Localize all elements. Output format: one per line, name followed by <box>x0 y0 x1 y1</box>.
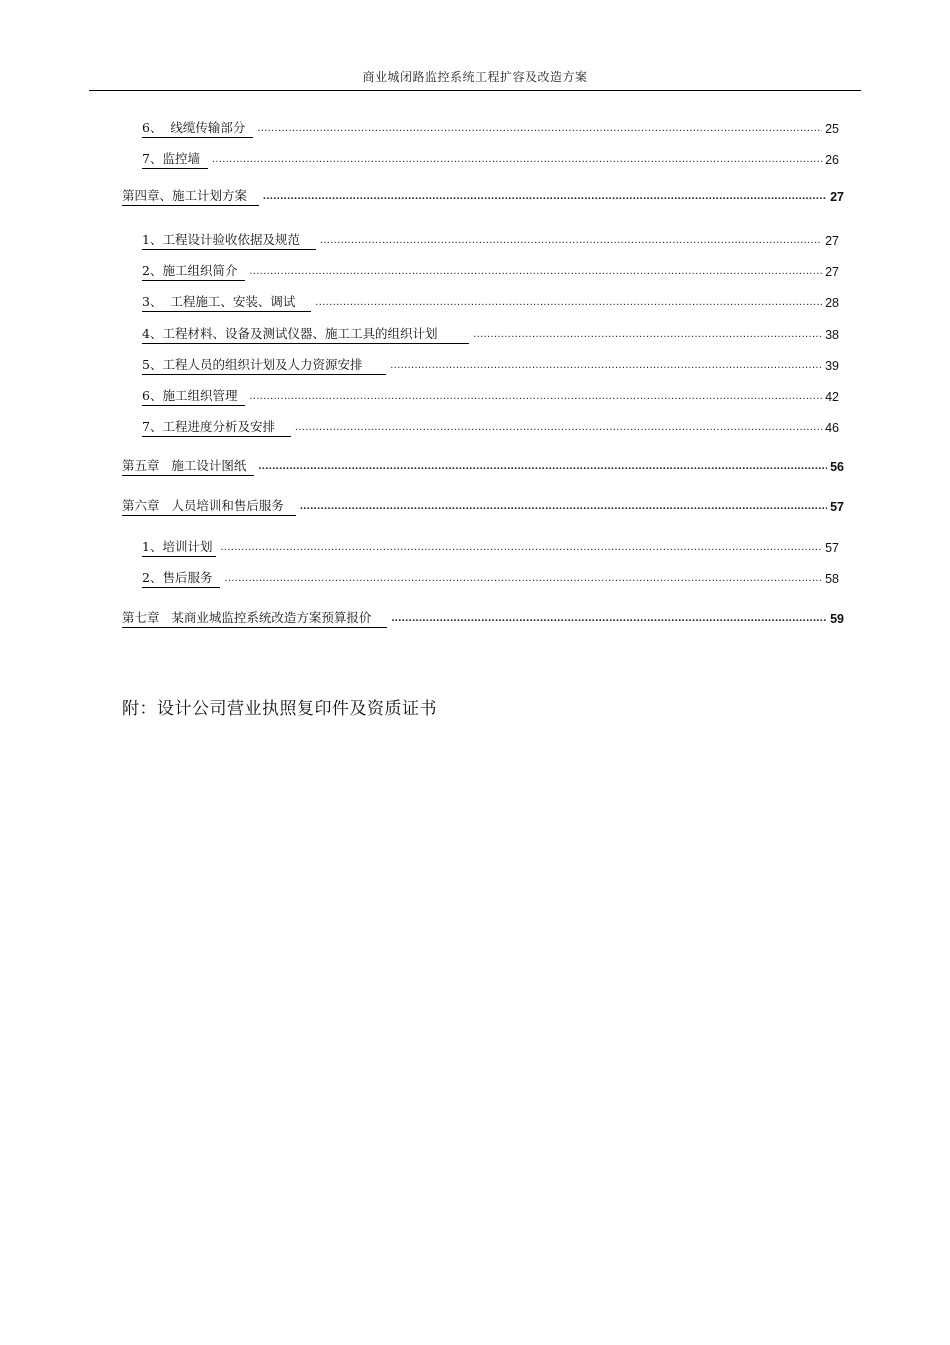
toc-entry-label: 3、 工程施工、安装、调试 <box>142 294 311 312</box>
toc-entry-label: 6、 线缆传输部分 <box>142 120 253 138</box>
toc-entry[interactable] <box>142 261 839 281</box>
toc-entry[interactable] <box>142 292 839 312</box>
toc-page-number: 25 <box>825 122 839 136</box>
toc-dot-leader <box>315 295 822 312</box>
toc-dot-leader <box>249 264 822 281</box>
toc-entry[interactable] <box>142 355 839 375</box>
toc-entry-label: 2、售后服务 <box>142 570 220 588</box>
toc-dot-leader <box>224 571 822 588</box>
toc-entry-label: 7、监控墙 <box>142 151 208 169</box>
toc-entry[interactable] <box>142 324 839 344</box>
toc-entry[interactable] <box>142 417 839 437</box>
toc-page-number: 38 <box>825 328 839 342</box>
toc-dot-leader <box>295 420 822 437</box>
toc-dot-leader <box>263 189 827 206</box>
toc-page-number: 26 <box>825 153 839 167</box>
toc-page-number: 27 <box>830 190 844 204</box>
toc-entry-label: 1、培训计划 <box>142 539 216 557</box>
toc-dot-leader <box>257 121 822 138</box>
toc-entry-label: 1、工程设计验收依据及规范 <box>142 232 316 250</box>
toc-entry-label: 2、施工组织简介 <box>142 263 245 281</box>
toc-page-number: 57 <box>825 541 839 555</box>
toc-dot-leader <box>258 459 827 476</box>
toc-entry[interactable] <box>122 186 844 206</box>
toc-page-number: 46 <box>825 421 839 435</box>
toc-entry-label: 7、工程进度分析及安排 <box>142 419 291 437</box>
toc-page-number: 27 <box>825 234 839 248</box>
toc-page-number: 42 <box>825 390 839 404</box>
toc-entry[interactable] <box>142 118 839 138</box>
toc-entry-label: 第五章 施工设计图纸 <box>122 458 254 476</box>
toc-entry[interactable] <box>142 230 839 250</box>
appendix-note: 附：设计公司营业执照复印件及资质证书 <box>122 699 437 719</box>
toc-dot-leader <box>249 389 822 406</box>
toc-entry[interactable] <box>142 537 839 557</box>
toc-entry[interactable] <box>142 568 839 588</box>
toc-dot-leader <box>300 499 827 516</box>
toc-entry-label: 第七章 某商业城监控系统改造方案预算报价 <box>122 610 387 628</box>
toc-page-number: 59 <box>830 612 844 626</box>
toc-dot-leader <box>220 540 822 557</box>
toc-dot-leader <box>320 233 822 250</box>
toc-entry-label: 4、工程材料、设备及测试仪器、施工工具的组织计划 <box>142 326 469 344</box>
toc-dot-leader <box>390 358 822 375</box>
toc-entry-label: 第四章、施工计划方案 <box>122 188 259 206</box>
toc-entry-label: 5、工程人员的组织计划及人力资源安排 <box>142 357 386 375</box>
toc-page-number: 27 <box>825 265 839 279</box>
toc-entry[interactable] <box>142 386 839 406</box>
toc-page-number: 58 <box>825 572 839 586</box>
toc-entry-label: 第六章 人员培训和售后服务 <box>122 498 296 516</box>
toc-entry[interactable] <box>122 456 844 476</box>
toc-dot-leader <box>212 152 822 169</box>
toc-dot-leader <box>473 327 822 344</box>
toc-page-number: 56 <box>830 460 844 474</box>
toc-dot-leader <box>391 611 827 628</box>
page-header-title: 商业城闭路监控系统工程扩容及改造方案 <box>362 70 588 84</box>
toc-page-number: 28 <box>825 296 839 310</box>
toc-entry[interactable] <box>122 608 844 628</box>
toc-page-number: 39 <box>825 359 839 373</box>
toc-entry[interactable] <box>122 496 844 516</box>
toc-entry[interactable] <box>142 149 839 169</box>
toc-page-number: 57 <box>830 500 844 514</box>
toc-entry-label: 6、施工组织管理 <box>142 388 245 406</box>
